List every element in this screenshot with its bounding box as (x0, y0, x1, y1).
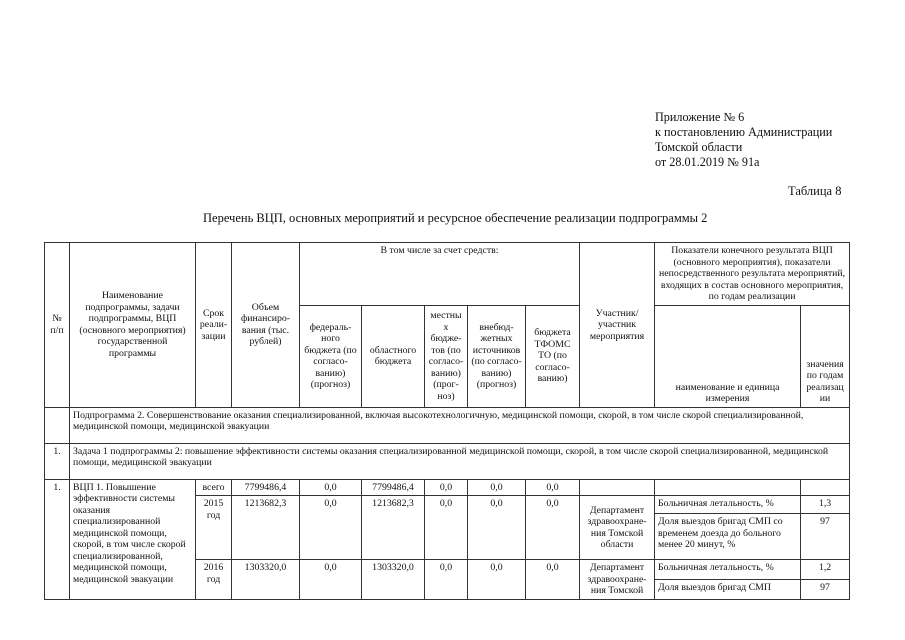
vcp-2016-local: 0,0 (425, 560, 468, 600)
subprogram-row (45, 407, 850, 443)
vcp-total-volume: 7799486,4 (232, 479, 300, 496)
task-row (45, 443, 850, 479)
appendix-line-2: к постановлению Администрации (655, 125, 833, 139)
appendix-line-1: Приложение № 6 (655, 110, 745, 124)
vcp-total-federal: 0,0 (300, 479, 362, 496)
appendix-note (655, 110, 832, 170)
header-regional: областного бюджета (362, 305, 425, 407)
header-name: Наименование подпрограммы, задачи подпрограммы, ВЦП (основного мероприятия) государственной программы (70, 243, 196, 408)
header-indicators: Показатели конечного результата ВЦП (основного мероприятия), показатели непосредственного результата мероприятий, входящих в состав основного мероприятия, по годам реализации (655, 243, 850, 306)
vcp-2015-term: 2015 год (196, 496, 232, 560)
vcp-name (70, 479, 196, 599)
vcp-2016-offbudget: 0,0 (468, 560, 526, 600)
vcp-total-offbudget: 0,0 (468, 479, 526, 496)
header-local: местных бюдже-тов (по согласо-ванию) (прог-ноз) (425, 305, 468, 407)
vcp-2015-local: 0,0 (425, 496, 468, 560)
vcp-2016-ind2-value: 97 (801, 579, 850, 599)
vcp-total-term: всего (196, 479, 232, 496)
vcp-2015-federal: 0,0 (300, 496, 362, 560)
vcp-2016-ind2-name: Доля выездов бригад СМП (655, 579, 801, 599)
vcp-2016-ind1-name: Больничная летальность, % (655, 560, 801, 580)
vcp-2015-offbudget: 0,0 (468, 496, 526, 560)
header-offbudget: внебюд-жетных источников (по согласо-ванию) (прогноз) (468, 305, 526, 407)
appendix-line-3: Томской области (655, 140, 743, 154)
vcp-total-ind-name (655, 479, 801, 496)
vcp-2016-term: 2016 год (196, 560, 232, 600)
vcp-total-participant (580, 479, 655, 496)
vcp-2015-ind1-name: Больничная летальность, % (655, 496, 801, 514)
vcp-2015-regional: 1213682,3 (362, 496, 425, 560)
subprogram-text: Подпрограмма 2. Совершенствование оказания специализированной, включая высокотехнологичную, медицинской помощи, скорой, в том числе скорой специализированной, медицинской помощи, медицинской эвакуации (70, 407, 850, 443)
vcp-2016-regional: 1303320,0 (362, 560, 425, 600)
vcp-2015-ind2-name: Доля выездов бригад СМП со временем доезда до больного менее 20 минут, % (655, 514, 801, 560)
vcp-2016-volume: 1303320,0 (232, 560, 300, 600)
header-tfoms: бюджета ТФОМС ТО (по согласо-ванию) (526, 305, 580, 407)
header-federal: федераль-ного бюджета (по согласо-ванию) (прогноз) (300, 305, 362, 407)
vcp-name-text: ВЦП 1. Повышение эффективности системы оказания специализированной медицинской помощи, скорой, в том числе скорой специализированной, медицинской помощи, медицинской эвакуации (73, 481, 186, 585)
vcp-2016-federal: 0,0 (300, 560, 362, 600)
vcp-num: 1. (45, 479, 70, 599)
header-num: № п/п (45, 243, 70, 408)
vcp-2015-ind1-value: 1,3 (801, 496, 850, 514)
vcp-total-tfoms: 0,0 (526, 479, 580, 496)
vcp-total-regional: 7799486,4 (362, 479, 425, 496)
header-indicator-name: наименование и единица измерения (655, 305, 801, 407)
task-text: Задача 1 подпрограммы 2: повышение эффективности системы оказания специализированной медицинской помощи, скорой, в том числе скорой специализированной, медицинской помощи, медицинской эвакуации (70, 443, 850, 479)
vcp-2016-tfoms: 0,0 (526, 560, 580, 600)
header-term: Срок реали-зации (196, 243, 232, 408)
vcp-2016-ind1-value: 1,2 (801, 560, 850, 580)
header-volume: Объем финансиро-вания (тыс. рублей) (232, 243, 300, 408)
program-table (44, 242, 850, 600)
vcp-2016-participant: Департамент здравоохране-ния Томской (580, 560, 655, 600)
vcp-total-ind-value (801, 479, 850, 496)
header-indicator-value: значения по годам реализации (801, 305, 850, 407)
document-title: Перечень ВЦП, основных мероприятий и ресурсное обеспечение реализации подпрограммы 2 (203, 211, 708, 225)
vcp-2015-ind2-value: 97 (801, 514, 850, 560)
table-number: Таблица 8 (788, 184, 842, 198)
vcp-2015-participant: Департамент здравоохране-ния Томской области (580, 496, 655, 560)
task-num: 1. (45, 443, 70, 479)
vcp-row-total (45, 479, 850, 496)
appendix-line-4: от 28.01.2019 № 91а (655, 155, 760, 169)
vcp-total-local: 0,0 (425, 479, 468, 496)
vcp-2015-volume: 1213682,3 (232, 496, 300, 560)
header-including: В том числе за счет средств: (300, 243, 580, 306)
header-participant: Участник/ участник мероприятия (580, 243, 655, 408)
subprogram-num-cell (45, 407, 70, 443)
vcp-2015-tfoms: 0,0 (526, 496, 580, 560)
